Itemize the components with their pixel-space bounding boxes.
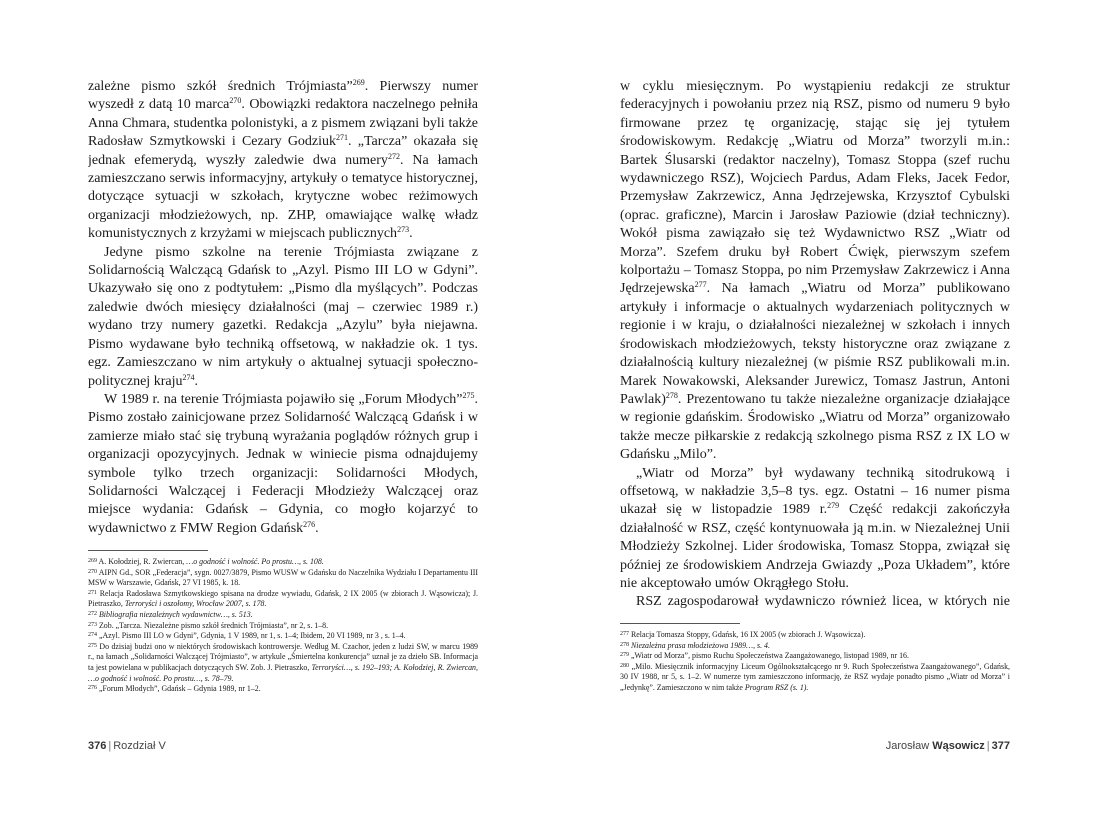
footnote [88,631,478,642]
footnote [88,557,478,568]
right-page [620,78,1010,692]
footnote [88,568,478,589]
text-run: . [194,373,198,389]
footnote [88,642,478,684]
footnote-ref[interactable]: 278 [665,390,678,400]
text-run: Część redakcji zakończyła działalność w RSZ, część kontynuowała ją m.in. w Niezależnej Unii Młodzieży Szkolnej. Lider środowiska, Tomasz Stoppa, związał się później ze środowiskiem Andrzeja Gwiazdy „Poza Układem”, które nie akceptowało umów Okrągłego Stołu. [620,502,1010,591]
folio-separator: | [986,740,990,752]
chapter-label: Rozdział V [113,740,166,752]
footnote-ref[interactable]: 272 [387,151,400,161]
text-run: RSZ zagospodarował wydawniczo również licea, w których nie [636,594,1010,610]
text-run: „Wiatr od Morza” był wydawany techniką sitodrukową i offsetową, w nakładzie 3,5–8 tys. egz. Ostatni – 16 numer pisma ukazał się w listopadzie 1989 r. [620,465,1010,518]
footnote-number: 277 [620,631,629,637]
folio-separator: | [108,740,112,752]
footnote-number: 279 [620,652,629,659]
left-body-text [88,78,478,538]
italic-text: Terroryści i oszołomy, Wrocław 2007, s. 178. [124,599,267,609]
left-footnotes [88,557,478,695]
left-page [88,78,478,694]
footnote [88,684,478,695]
footnote-number: 270 [88,568,97,575]
text-run: . Obowiązki redaktora naczelnego pełniła Anna Chmara, studentka polonistyki, a z pismem związani byli także Radosław Szmytkowski i Cezary Godziuk [88,97,478,150]
footnote-ref[interactable]: 277 [694,280,707,290]
footnote-ref[interactable]: 276 [303,519,316,529]
italic-text: Bibliografia niezależnych wydawnictw…, s. 513. [98,609,253,619]
footnote-number: 271 [88,589,97,596]
text-run: „Wiatr od Morza”, pismo Ruchu Społeczeństwa Zaangażowanego, listopad 1989, nr 16. [630,651,909,661]
italic-text: Program RSZ (s. 1). [744,682,809,692]
footnote [620,651,1010,662]
text-run: . „Tarcza” okazała się jednak efemerydą, wyszły zaledwie dwa numery [88,134,478,168]
text-run: „Forum Młodych”, Gdańsk – Gdynia 1989, nr 1–2. [98,684,261,694]
footnote-ref[interactable]: 270 [229,96,242,106]
paragraph [620,465,1010,594]
paragraph [620,593,1010,612]
text-run: AIPN Gd., SOR „Federacja”, sygn. 0027/3879, Pismo WUSW w Gdańsku do Naczelnika Wydziału I Departamentu III MSW w Warszawie, Gdańsk, 27 VI 1985, k. 18. [88,567,478,588]
footnote-number: 276 [88,685,97,692]
footnote-rule [88,550,208,551]
text-run: Do dzisiaj budzi ono w niektórych środowiskach kontrowersje. Według M. Czachor, jeden z ludzi SW, w marcu 1989 r., na łamach „Solidarności Walczącej Trójmiasto”, w artykule „Śmiertelna konkurencja” uznał je za dzieło SB. Informacja ta jest powielana w publikacjach dotyczących SW. Zob. J. Pietraszko, [88,641,478,672]
footnote-number: 275 [88,642,97,649]
italic-text: Niezależna prasa młodzieżowa 1989…, s. 4. [630,640,770,650]
footnote [620,641,1010,652]
footnote [88,589,478,610]
paragraph [88,244,478,391]
text-run: . Na łamach „Wiatru od Morza” publikowano artykuły i informacje o aktualnych wydarzeniach politycznych w regionie i w kraju, o działalności niezależnej w szkołach i innych środowiskach młodzieżowych, teksty historyczne oraz związane z działalnością kultury niezależnej (w piśmie RSZ publikowali m.in. Marek Nowakowski, Aleksander Jurewicz, Tomasz Jastrun, Antoni Pawlak) [620,281,1010,407]
text-run: „Azyl. Pismo III LO w Gdyni”, Gdynia, 1 V 1989, nr 1, s. 1–4; Ibidem, 20 VI 1989, nr 3 , s. 1–4. [98,631,406,641]
footnote-number: 280 [620,662,629,669]
text-run: „Milo. Miesięcznik informacyjny Liceum Ogólnokształcącego nr 9. Ruch Społeczeństwa Zaangażowanego”, Gdańsk, 30 IV 1988, nr 5, s. 1–2. W numerze tym zamieszczono informację, że RSZ wydaje ponadto pismo „Wiatr od Morza” i „Jedynkę”. Zamieszczono w nim także [620,661,1010,692]
paragraph [620,78,1010,465]
text-run: . [315,520,319,536]
footnote [88,610,478,621]
text-run: A. Kołodziej, R. Zwiercan, [98,557,187,566]
text-run: . [409,226,413,242]
text-run: zależne pismo szkół średnich Trójmiasta” [88,79,353,94]
italic-text: Terroryści…, s. 192–193; A. Kołodziej, R. Zwiercan, …o godność i wolność. Po prostu…, s. 78–79. [88,662,478,683]
page-number-left: 376 [88,740,107,752]
footnote-ref[interactable]: 274 [182,372,195,382]
text-run: Relacja Radosława Szmytkowskiego spisana na drodze wywiadu, Gdańsk, 2 IX 2005 (w zbiorach J. Wąsowicza); J. Pietraszko, [88,588,478,609]
footnote-ref[interactable]: 271 [336,133,349,143]
text-run: . Pismo zostało zainicjowane przez Solidarność Walczącą Gdańsk i w zamierze miało stać się trybuną wyrażania poglądów różnych grup i organizacji opozycyjnych. Jednak w winiecie pisma odnajdujemy symbole tylko trzech organizacji: Solidarności Młodych, Solidarności Walczącej i Federacji Młodzieży Walczącej oraz miejsce wydania: Gdańsk – Gdynia, co mogło kojarzyć to wydawnictwo z FMW Region Gdańsk [88,391,478,536]
footnote [88,621,478,632]
text-run: Jedyne pismo szkolne na terenie Trójmiasta związane z Solidarnością Walczącą Gdańsk to „Azyl. Pismo III LO w Gdyni”. Ukazywało się ono z podtytułem: „Pismo dla myślących”. Podczas zaledwie dwóch miesięcy działalności (maj – czerwiec 1989 r.) wydano trzy numery gazetki. Redakcja „Azylu” była niejawna. Pismo wydawane było techniką offsetową, w nakładzie ok. 1 tys. egz. Zamieszczano w nim artykuły o aktualnej sytuacji społeczno-politycznej kraju [88,244,478,389]
text-run: w cyklu miesięcznym. Po wystąpieniu redakcji ze struktur federacyjnych i powołaniu przez nią RSZ, pismo od numeru 9 było firmowane przez tę organizację, stając się jej tytułem środowiskowym. Redakcję „Wiatru od Morza” tworzyli m.in.: Bartek Ślusarski (redaktor naczelny), Tomasz Stoppa (szef ruchu wydawniczego RSZ), Wojciech Pardus, Adam Fleks, Jacek Fedor, Przemysław Zakrzewicz, Anna Jędrzejewska, Krzysztof Cybulski (oprac. graficzne), Marcin i Jarosław Paziowie (dział techniczny). Wokół pisma zawiązało się też Wydawnictwo RSZ „Wiatr od Morza”. Szefem druku był Robert Ćwięk, pierwszym szefem kolportażu – Tomasz Stoppa, po nim Przemysław Zakrzewicz i Anna Jędrzejewska [620,79,1010,297]
footnote-ref[interactable]: 275 [462,390,475,400]
text-run: . Prezentowano tu także niezależne organizacje działające w regionie gdańskim. Środowisko „Wiatru od Morza” organizowało także mecze piłkarskie z redakcją szkolnego pisma RSZ z IX LO w Gdańsku „Milo”. [620,391,1010,463]
italic-text: …o godność i wolność. Po prostu…, s. 108. [186,557,324,566]
author-first-name: Jarosław [885,740,930,752]
right-body-text [620,78,1010,612]
page-number-right: 377 [991,740,1010,752]
author-last-name: Wąsowicz [932,740,985,752]
right-footnotes-section [620,623,1010,694]
footnote-number: 278 [620,641,629,648]
footnote-ref[interactable]: 279 [827,501,840,511]
text-run: . Pierwszy numer wyszedł z datą 10 marca [88,79,478,113]
right-footnotes [620,630,1010,694]
footnote-ref[interactable]: 269 [352,78,365,87]
footnote [620,662,1010,694]
footnote-rule [620,623,740,624]
footnote-number: 272 [88,610,97,617]
paragraph [88,78,478,244]
text-run: . Na łamach zamieszczano serwis informacyjny, artykuły o tematyce historycznej, dotyczące sytuacji w szkołach, krytyczne wobec reżimowych organizacji młodzieżowych, np. ZHP, omawiające walkę władz komunistycznych z krzyżami w miejscach publicznych [88,152,478,242]
left-footnotes-section [88,550,478,695]
text-run: W 1989 r. na terenie Trójmiasta pojawiło się „Forum Młodych” [104,391,463,407]
left-folio [88,740,166,752]
footnote-number: 273 [88,621,97,628]
text-run: Zob. „Tarcza. Niezależne pismo szkół średnich Trójmiasta”, nr 2, s. 1–8. [98,620,329,630]
paragraph [88,391,478,538]
right-folio [886,740,1010,752]
footnote [620,630,1010,641]
text-run: Relacja Tomasza Stoppy, Gdańsk, 16 IX 2005 (w zbiorach J. Wąsowicza). [630,630,866,639]
footnote-ref[interactable]: 273 [397,225,410,235]
footnote-number: 269 [88,558,97,564]
footnote-number: 274 [88,632,97,639]
